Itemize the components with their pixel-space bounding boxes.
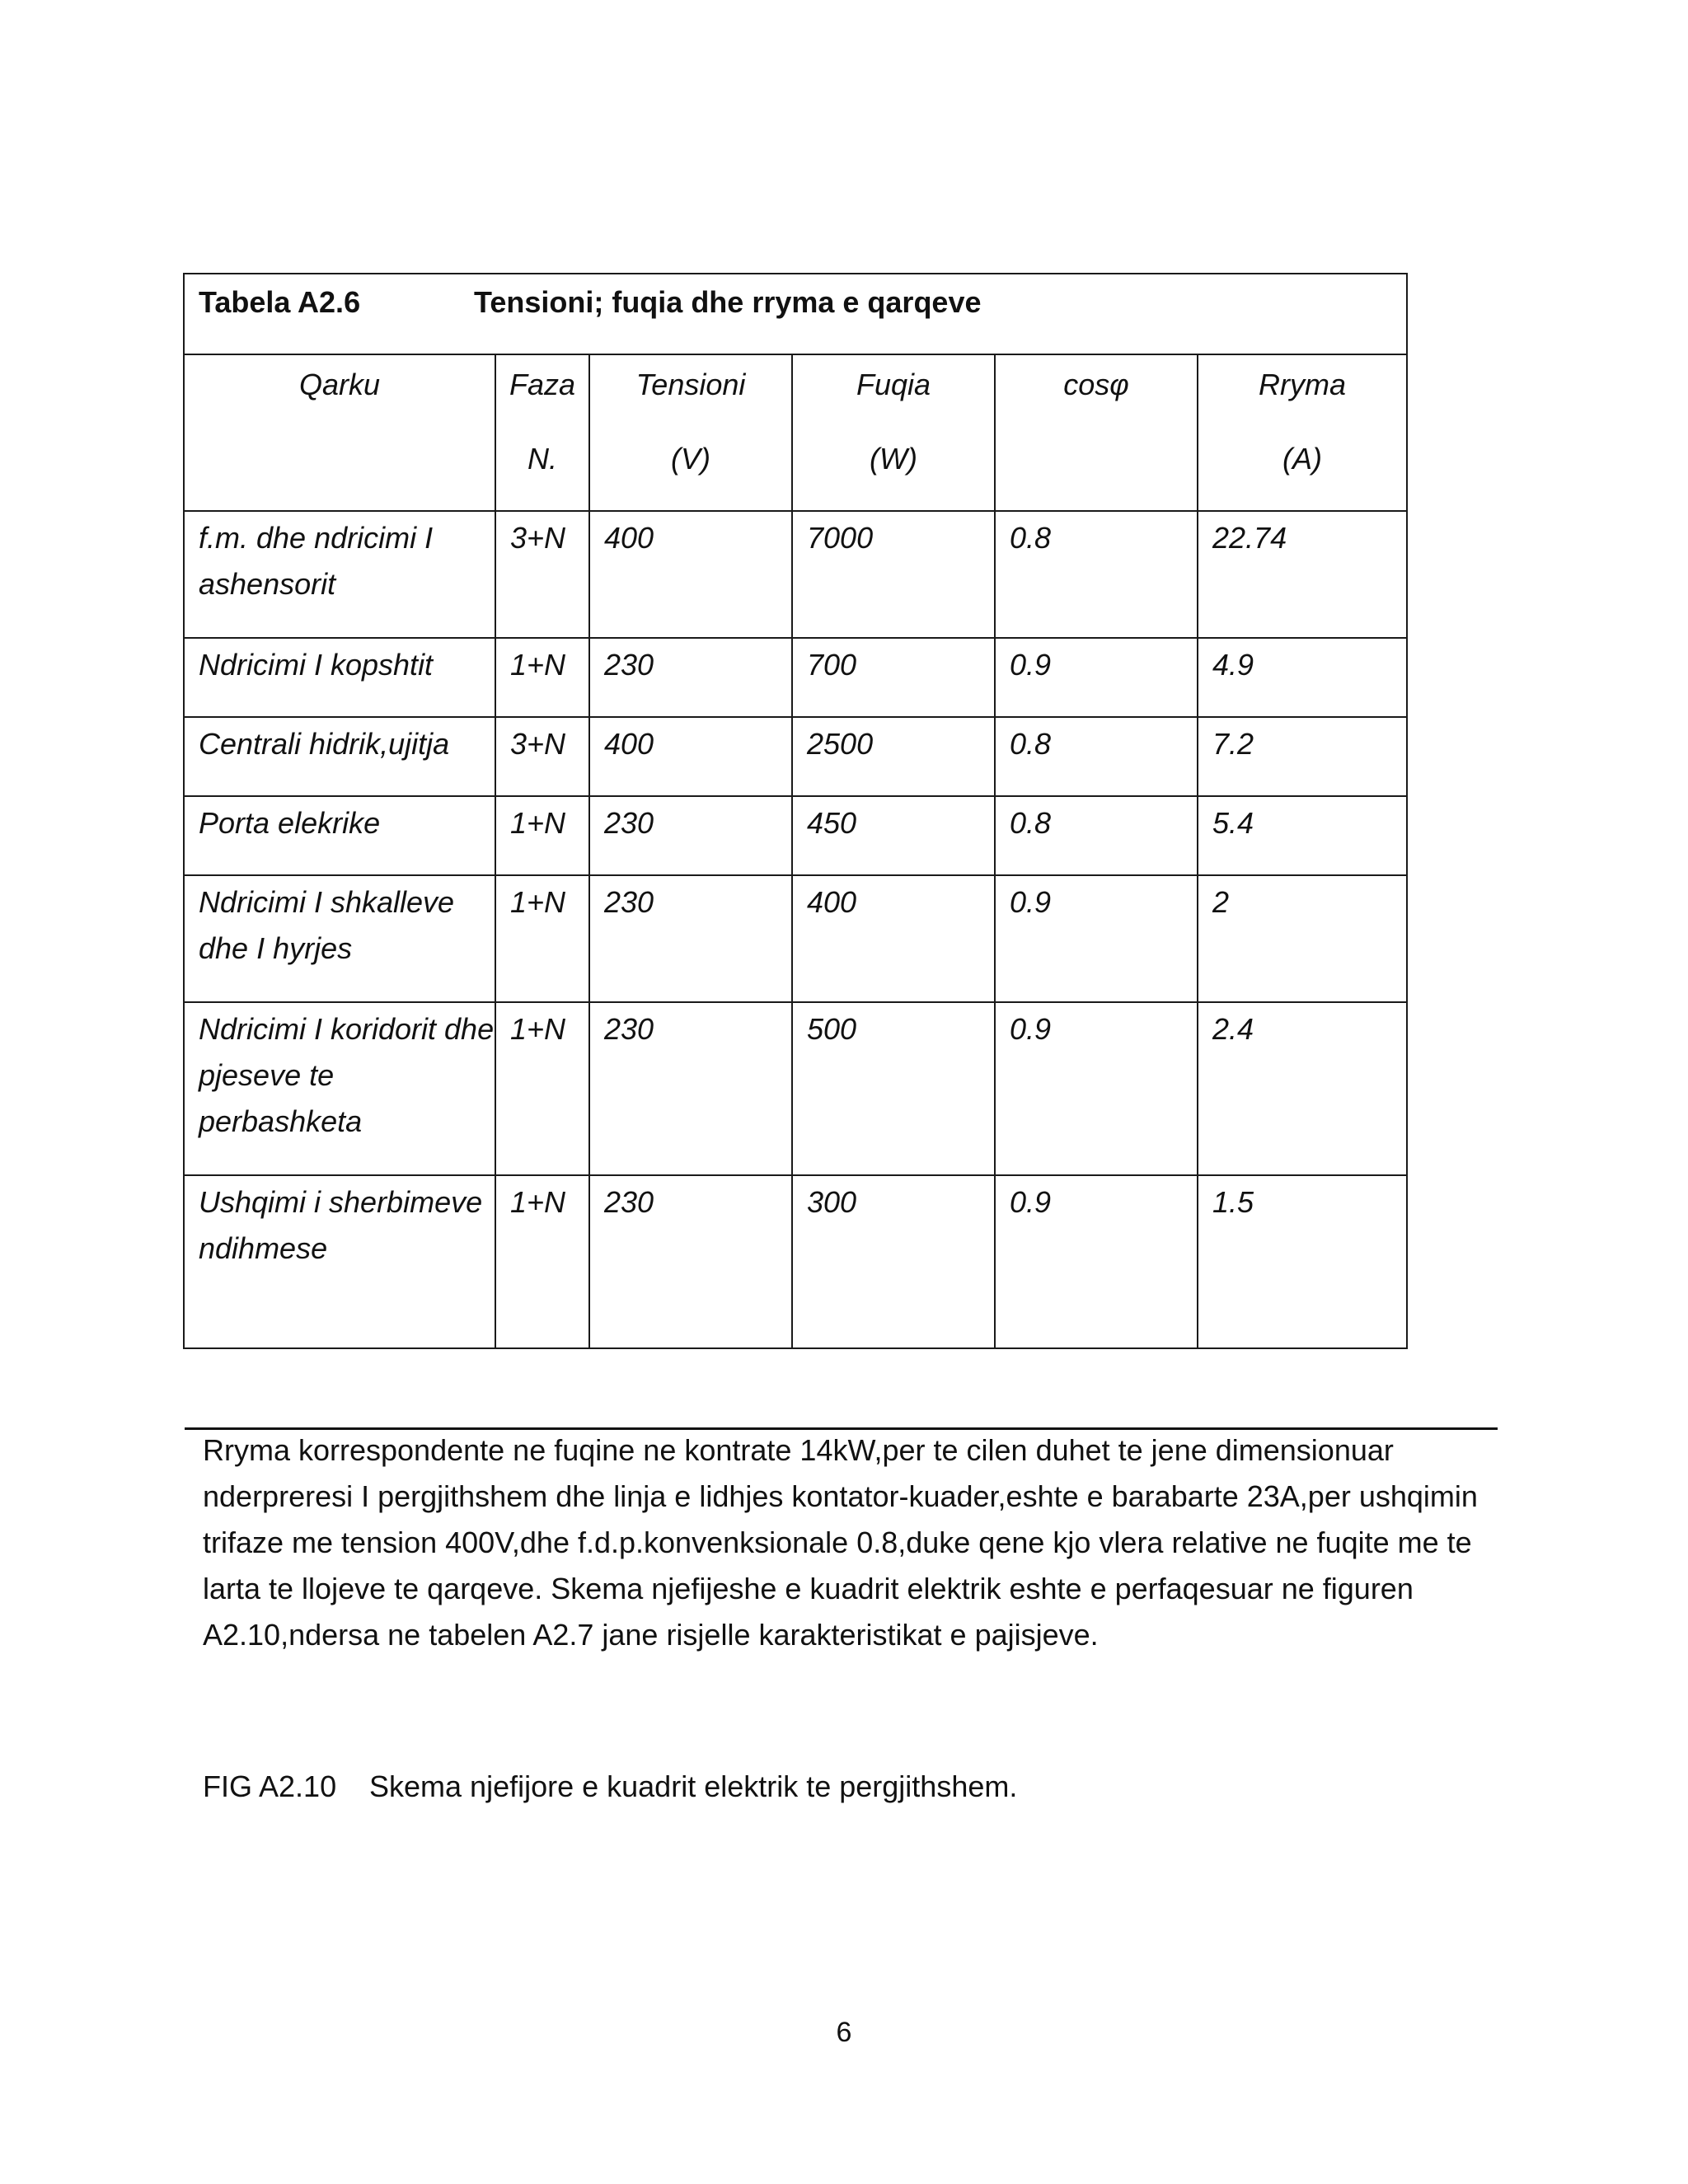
cell-tensioni: 230 [589, 1002, 792, 1175]
cell-qarku: f.m. dhe ndricimi I ashensorit [184, 511, 495, 638]
cell-rryma: 22.74 [1198, 511, 1407, 638]
cell-faza: 1+N [495, 875, 589, 1002]
cell-fuqia: 500 [792, 1002, 995, 1175]
table-header-row [184, 354, 1407, 511]
table-row [184, 717, 1407, 796]
cell-rryma: 2.4 [1198, 1002, 1407, 1175]
table-caption [184, 274, 1407, 354]
table-row [184, 1175, 1407, 1348]
header-rryma: Rryma (A) [1198, 354, 1407, 511]
cell-cosphi: 0.9 [995, 875, 1198, 1002]
cell-tensioni: 230 [589, 796, 792, 875]
cell-tensioni: 230 [589, 875, 792, 1002]
cell-fuqia: 300 [792, 1175, 995, 1348]
cell-fuqia: 450 [792, 796, 995, 875]
header-fuqia: Fuqia (W) [792, 354, 995, 511]
cell-faza: 3+N [495, 717, 589, 796]
cell-fuqia: 400 [792, 875, 995, 1002]
cell-faza: 1+N [495, 796, 589, 875]
table-row [184, 875, 1407, 1002]
figure-caption [203, 1764, 1017, 1810]
cell-qarku: Ndricimi I shkalleve dhe I hyrjes [184, 875, 495, 1002]
cell-cosphi: 0.9 [995, 1175, 1198, 1348]
cell-qarku: Ndricimi I koridorit dhe pjeseve te perbashketa [184, 1002, 495, 1175]
cell-rryma: 7.2 [1198, 717, 1407, 796]
cell-faza: 3+N [495, 511, 589, 638]
figure-label: FIG A2.10 [203, 1769, 337, 1803]
cell-tensioni: 400 [589, 511, 792, 638]
cell-faza: 1+N [495, 638, 589, 717]
cell-tensioni: 230 [589, 1175, 792, 1348]
cell-cosphi: 0.9 [995, 638, 1198, 717]
cell-rryma: 5.4 [1198, 796, 1407, 875]
table-caption-row [184, 274, 1407, 354]
circuits-table [183, 273, 1408, 1349]
table-row [184, 511, 1407, 638]
cell-rryma: 4.9 [1198, 638, 1407, 717]
cell-rryma: 2 [1198, 875, 1407, 1002]
cell-faza: 1+N [495, 1175, 589, 1348]
cell-cosphi: 0.8 [995, 717, 1198, 796]
table-row [184, 796, 1407, 875]
page-number: 6 [836, 2017, 852, 2048]
cell-qarku: Porta elekrike [184, 796, 495, 875]
cell-cosphi: 0.8 [995, 511, 1198, 638]
cell-rryma: 1.5 [1198, 1175, 1407, 1348]
header-cosphi: cosφ [995, 354, 1198, 511]
cell-cosphi: 0.9 [995, 1002, 1198, 1175]
header-tensioni: Tensioni (V) [589, 354, 792, 511]
cell-qarku: Ushqimi i sherbimeve ndihmese [184, 1175, 495, 1348]
table-label: Tabela A2.6 [199, 285, 361, 319]
table-row [184, 1002, 1407, 1175]
cell-faza: 1+N [495, 1002, 589, 1175]
header-faza: Faza N. [495, 354, 589, 511]
cell-cosphi: 0.8 [995, 796, 1198, 875]
cell-fuqia: 2500 [792, 717, 995, 796]
cell-tensioni: 230 [589, 638, 792, 717]
cell-fuqia: 7000 [792, 511, 995, 638]
body-paragraph: Rryma korrespondente ne fuqine ne kontrate 14kW,per te cilen duhet te jene dimensionuar nderpreresi I pergjithshem dhe linja e lidhjes kontator-kuader,eshte e barabarte 23A,per ushqimin trifaze me tension 400V,dhe f.d.p.konvenksionale 0.8,duke qene kjo vlera relative ne fuqite me te larta te llojeve te qarqeve. Skema njefijeshe e kuadrit elektrik eshte e perfaqesuar ne figuren A2.10,ndersa ne tabelen A2.7 jane risjelle karakteristikat e pajisjeve. [203, 1433, 1478, 1652]
cell-qarku: Ndricimi I kopshtit [184, 638, 495, 717]
cell-tensioni: 400 [589, 717, 792, 796]
header-qarku: Qarku [184, 354, 495, 511]
table-row [184, 638, 1407, 717]
cell-qarku: Centrali hidrik,ujitja [184, 717, 495, 796]
table-title: Tensioni; fuqia dhe rryma e qarqeve [474, 285, 982, 319]
figure-title: Skema njefijore e kuadrit elektrik te pergjithshem. [369, 1769, 1018, 1803]
cell-fuqia: 700 [792, 638, 995, 717]
